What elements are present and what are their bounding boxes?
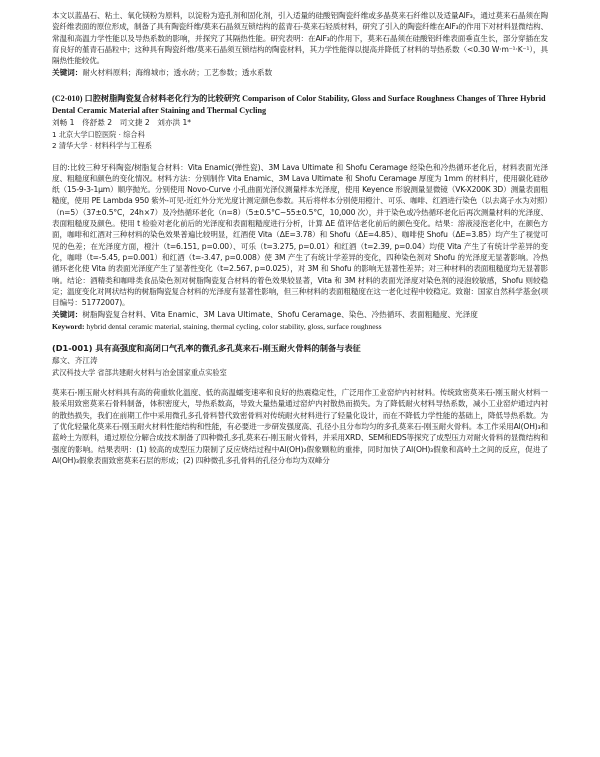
keywords-english-line — [52, 321, 548, 333]
article2-authors: 鄢文、齐江涛 — [52, 356, 98, 366]
paper-page — [52, 10, 548, 466]
affiliation-1: 1 北京大学口腔医院 · 综合科 — [52, 129, 145, 139]
article-code: (C2-010) — [52, 94, 83, 104]
abstract-paragraph-2: 目的:比较三种牙科陶瓷/树脂复合材料：Vita Enamic(弹性瓷)、3M Lava Ultimate 和 Shofu Ceramage 经染色和冷热循环老化后，材料表面光泽度、粗糙度和颜色的变化情况。材料方法：分别制作 Vita Enamic、3M Lava Ultimate 和 Shofu Ceramage 厚度为 1mm 的材料片，使用碳化硅砂纸（15-9-3-1μm）顺序抛光。分别使用 Novo-Curve 小孔曲面光泽仪测量样本光泽度，使用 Keyence 形貌测量显微镜（VK-X200K 3D）测量表面粗糙度，使用 PE Lambda 950 紫外-可见-近红外分光光度计测定颜色参数。其后将样本分别使用橙汁、可乐、咖啡、红酒进行染色（以去离子水为对照）（n=5）（37±0.5°C，24h×7）及冷热循环老化（n=8）（5±0.5°C~55±0.5°C，10,000 次），并于染色或冷热循环老化后再次测量材料的光泽度、表面粗糙度及颜色。使用 t 检验对老化前后的光泽度和表面粗糙度进行分析，计算 ΔE 值评估老化前后的颜色变化。结果：溶液浸泡老化中，在颜色方面，咖啡和红酒对三种材料的染色效果普遍比较明显，红酒使 Vita（ΔE=3.78）和 Shofu（ΔE=4.85）、咖啡使 Shofu（ΔE=3.85）均产生了视觉可见的色差；在光泽度方面，橙汁（t=6.151, p=0.00）、可乐（t=3.275, p=0.01）和红酒（t=2.39, p=0.04）均使 Vita 产生了有统计学差异的变化，咖啡（t=-5.45, p=0.001）和红酒（t=-3.47, p=0.008）使 3M 产生了有统计学差异的变化，四种染色剂对 Shofu 的光泽度无显著影响。冷热循环老化使 Vita 的表面光泽度产生了显著性变化（t=2.567, p=0.025），对 3M 和 Shofu 的影响无显著性差异；对三种材料的表面粗糙度均无显著影响。结论：酒精类和咖啡类食品染色剂对树脂陶瓷复合材料的着色效果较显著，Vita 和 3M 材料的表面光泽度对染色剂的浸泡较敏感，Shofu 则较稳定；温度变化对网状结构的树脂陶瓷复合材料的光泽度有显著性影响，但三种材料的表面粗糙度在这一老化过程中较稳定。致谢：国家自然科学基金(项目编号：51772007)。 — [52, 162, 548, 308]
keywords-label-2: 关键词： — [52, 310, 83, 320]
article-title-cn: 口腔树脂陶瓷复合材料老化行为的比较研究 — [84, 94, 241, 104]
keywords-en-label: Keyword: — [52, 322, 85, 332]
keywords-en-text: hybrid dental ceramic material, staining, thermal cycling, color stability, gloss, surface roughness — [86, 322, 382, 332]
abstract-paragraph-3: 莫来石-刚玉耐火材料具有高的荷重软化温度、低的高温蠕变速率和良好的热震稳定性，广泛用作工业窑炉内衬材料。传统致密莫来石-刚玉耐火材料一般采用致密莫来石骨料制备，体积密度大，导热系数高，导致大量热量通过窑炉内衬散热而损失。为了降低耐火材料导热系数，减小工业窑炉通过内衬的散热损失，我们在前期工作中采用微孔多孔骨料替代致密骨料对传统耐火材料进行了轻量化设计，而在不降低力学性能的基础上，降低导热系数。为了优化轻量化莫来石-刚玉耐火材料性能结构和性能，有必要进一步研发强度高、孔径小且分布均匀的多孔莫来石-刚玉耐火骨料。本工作采用Al(OH)₃和蓝岭土为原料，通过原位分解合成技术制备了四种微孔多孔莫来石-刚玉耐火骨料，并采用XRD、SEM和EDS等探究了成型压力对耐火骨料的显微结构和强度的影响。结果表明：(1) 较高的成型压力限制了反应烧结过程中Al(OH)₃假象颗粒的重排，同时加快了Al(OH)₃假象和高岭土之间的反应，促进了Al(OH)₃假象表面致密莫来石层的形成；(2) 四种微孔多孔骨料的孔径分布均为双峰分 — [52, 388, 548, 465]
keywords-text-2: 树脂陶瓷复合材料、Vita Enamic、3M Lava Ultimate、Shofu Ceramage、染色、冷热循环、表面粗糙度、光泽度 — [82, 310, 478, 320]
article2-code: (D1-001) — [52, 342, 93, 353]
article2-title — [52, 343, 548, 355]
article2-affiliation: 武汉科技大学 省部共建耐火材料与冶金国家重点实验室 — [52, 367, 227, 377]
article2-title-cn: 具有高强度和高闭口气孔率的微孔多孔莫来石-刚玉耐火骨料的制备与表征 — [95, 342, 361, 353]
article-title — [52, 93, 548, 116]
article-title-en: Comparison of Color Stability, Gloss and Surface Roughness Changes of Three Hybrid Dental Ceramic Material after Staining and Thermal Cycling — [52, 94, 546, 115]
author-list: 刘畅 1 佟舒悬 2 司文捷 2 刘亦洪 1* — [52, 118, 192, 128]
keywords-text: 耐火材料原料；海绵城市；透水砖；工艺参数；透水系数 — [82, 68, 273, 78]
keywords-line-2 — [52, 309, 548, 321]
keywords-line-1 — [52, 67, 548, 79]
keywords-label: 关键词： — [52, 68, 83, 78]
affiliation-2: 2 清华大学 · 材料科学与工程系 — [52, 141, 152, 151]
abstract-paragraph-1: 本文以蓝晶石、粘土、氧化镁粉为原料，以淀粉为造孔剂和固化剂，引入适量的硅酸铝陶瓷纤维或多晶莫来石纤维以及适量AlF₃，通过莫来石晶须在陶瓷纤维表面的原位形成，制备了具有陶瓷纤维/莫来石晶须互锁结构的蓝青石-莫来石轻质材料，研究了引入的陶瓷纤维在AlF₃的作用下对材料显微结构、常温和高温力学性能以及导热系数的影响，并探究了其隔热性能。研究表明：在AlF₃的作用下，莫来石晶须在硅酸铝纤维表面垂直生长，部分穿插在发育良好的堇青石晶粒中；这种具有陶瓷纤维/莫来石晶须互锁结构的陶瓷材料，其力学性能得以提高并降低了材料的导热系数（<0.30 W·m⁻¹·K⁻¹），具隔热性能较优。 — [52, 11, 548, 66]
